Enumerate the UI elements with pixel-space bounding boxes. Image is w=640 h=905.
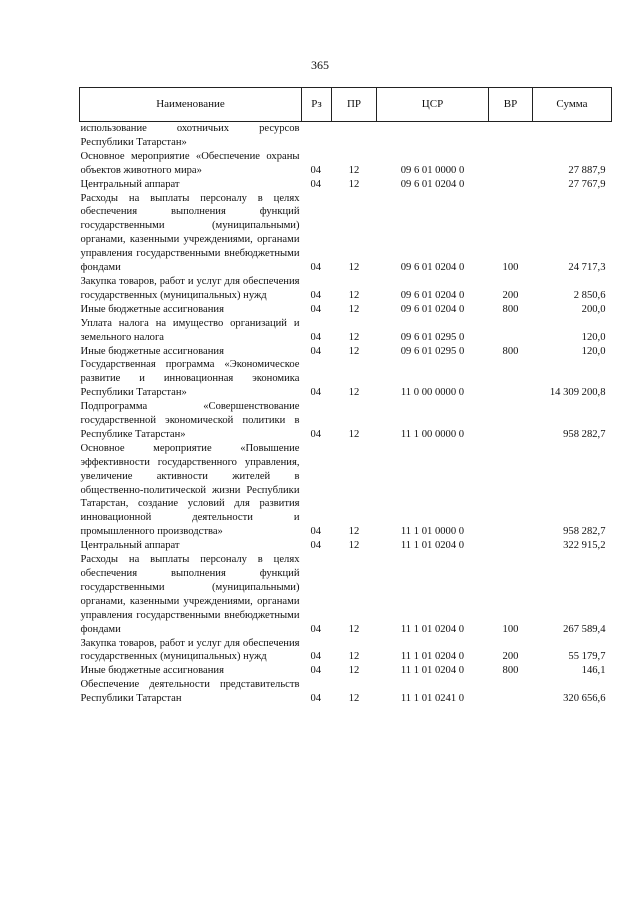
header-vr: ВР (489, 88, 533, 122)
cell-csr: 11 1 01 0204 0 (400, 540, 465, 552)
cell-vr (489, 539, 533, 553)
cell-pr: 12 (348, 178, 360, 190)
cell-vr (489, 317, 533, 345)
cell-name: Центральный аппарат (80, 178, 180, 190)
cell-sum: 958 282,7 (563, 428, 606, 440)
table-row (80, 358, 612, 400)
cell-sum: 55 179,7 (568, 651, 606, 663)
cell-rz: 04 (310, 289, 322, 301)
cell-csr: 09 6 01 0295 0 (400, 345, 465, 357)
table-row (80, 178, 612, 192)
table-row (80, 678, 612, 706)
cell-sum: 200,0 (581, 303, 606, 315)
cell-sum: 27 887,9 (568, 164, 606, 176)
cell-rz: 04 (310, 303, 322, 315)
table-row (80, 539, 612, 553)
table-row (80, 192, 612, 275)
cell-vr (489, 122, 533, 150)
cell-name: Обеспечение деятельности представительств Республики Татарстан (80, 679, 300, 705)
table-row (80, 122, 612, 150)
table-row (80, 637, 612, 665)
cell-rz: 04 (310, 526, 322, 538)
cell-name: Иные бюджетные ассигнования (80, 345, 224, 357)
cell-csr: 11 1 00 0000 0 (400, 428, 465, 440)
cell-vr (489, 358, 533, 400)
cell-csr: 09 6 01 0204 0 (400, 178, 465, 190)
cell-pr: 12 (348, 540, 360, 552)
cell-sum (533, 122, 612, 150)
table-row (80, 317, 612, 345)
cell-rz: 04 (310, 665, 322, 677)
table-row (80, 553, 612, 636)
page-number: 365 (311, 58, 329, 72)
cell-csr: 11 1 01 0241 0 (400, 693, 465, 705)
cell-rz: 04 (310, 345, 322, 357)
cell-rz (302, 122, 332, 150)
cell-name: Закупка товаров, работ и услуг для обеспечения государственных (муниципальных) нужд (80, 275, 300, 301)
cell-sum: 958 282,7 (563, 526, 606, 538)
cell-sum: 267 589,4 (563, 623, 606, 635)
cell-pr: 12 (348, 651, 360, 663)
cell-vr: 200 (502, 289, 519, 301)
cell-pr: 12 (348, 345, 360, 357)
cell-pr: 12 (348, 164, 360, 176)
cell-csr: 09 6 01 0204 0 (400, 289, 465, 301)
cell-sum: 24 717,3 (568, 262, 606, 274)
cell-rz: 04 (310, 651, 322, 663)
cell-pr (332, 122, 377, 150)
cell-pr: 12 (348, 331, 360, 343)
cell-name: Основное мероприятие «Обеспечение охраны объектов животного мира» (80, 150, 300, 176)
cell-vr: 800 (502, 303, 519, 315)
cell-vr: 800 (502, 665, 519, 677)
cell-name: Иные бюджетные ассигнования (80, 665, 224, 677)
cell-csr (377, 122, 489, 150)
cell-vr: 100 (502, 262, 519, 274)
cell-sum: 120,0 (581, 331, 606, 343)
table-row (80, 664, 612, 678)
cell-name: Расходы на выплаты персоналу в целях обеспечения выполнения функций государственными (муниципальными) органами, казенными учреждениями, органами управления государственными внебюджетными фондами (80, 554, 300, 635)
cell-rz: 04 (310, 164, 322, 176)
cell-rz: 04 (310, 693, 322, 705)
cell-vr: 800 (502, 345, 519, 357)
cell-csr: 11 1 01 0204 0 (400, 623, 465, 635)
cell-rz: 04 (310, 178, 322, 190)
cell-vr: 100 (502, 623, 519, 635)
cell-pr: 12 (348, 387, 360, 399)
cell-name: Уплата налога на имущество организаций и земельного налога (80, 317, 300, 343)
cell-pr: 12 (348, 262, 360, 274)
cell-sum: 320 656,6 (563, 693, 606, 705)
table-row (80, 442, 612, 539)
table-header (80, 88, 612, 122)
cell-csr: 09 6 01 0000 0 (400, 164, 465, 176)
cell-rz: 04 (310, 262, 322, 274)
cell-name: Расходы на выплаты персоналу в целях обеспечения выполнения функций государственными (муниципальными) органами, казенными учреждениями, органами управления государственными внебюджетными фондами (80, 192, 300, 274)
cell-pr: 12 (348, 289, 360, 301)
cell-csr: 11 1 01 0204 0 (400, 665, 465, 677)
header-sum: Сумма (533, 88, 612, 122)
cell-sum: 120,0 (581, 345, 606, 357)
cell-name: Основное мероприятие «Повышение эффективности государственного управления, увеличение активности жителей в общественно-политической жизни Республики Татарстан, создание условий для развития инновационной деятельности и промышленного производства» (80, 442, 300, 538)
cell-vr (489, 442, 533, 539)
table-row (80, 150, 612, 178)
cell-pr: 12 (348, 526, 360, 538)
cell-name: использование охотничьих ресурсов Республики Татарстан» (80, 123, 300, 148)
cell-csr: 11 1 01 0000 0 (400, 526, 465, 538)
cell-pr: 12 (348, 693, 360, 705)
cell-sum: 14 309 200,8 (549, 387, 606, 399)
cell-vr (489, 678, 533, 706)
table-body (80, 122, 612, 707)
cell-csr: 11 0 00 0000 0 (400, 387, 465, 399)
cell-name: Государственная программа «Экономическое развитие и инновационная экономика Республики Татарстан» (80, 359, 300, 399)
cell-rz: 04 (310, 387, 322, 399)
table-row (80, 303, 612, 317)
table-row (80, 400, 612, 442)
cell-vr (489, 400, 533, 442)
cell-name: Закупка товаров, работ и услуг для обеспечения государственных (муниципальных) нужд (80, 637, 300, 663)
cell-csr: 09 6 01 0204 0 (400, 262, 465, 274)
cell-vr (489, 178, 533, 192)
header-pr: ПР (332, 88, 377, 122)
cell-csr: 09 6 01 0295 0 (400, 331, 465, 343)
cell-sum: 322 915,2 (563, 540, 606, 552)
cell-name: Центральный аппарат (80, 540, 180, 552)
cell-sum: 146,1 (581, 665, 606, 677)
table-row (80, 345, 612, 359)
cell-csr: 09 6 01 0204 0 (400, 303, 465, 315)
cell-name: Иные бюджетные ассигнования (80, 303, 224, 315)
cell-rz: 04 (310, 331, 322, 343)
header-name: Наименование (80, 88, 302, 122)
cell-rz: 04 (310, 623, 322, 635)
cell-sum: 2 850,6 (573, 289, 606, 301)
table-row (80, 275, 612, 303)
cell-vr (489, 150, 533, 178)
cell-rz: 04 (310, 428, 322, 440)
header-rz: Рз (302, 88, 332, 122)
cell-vr: 200 (502, 651, 519, 663)
cell-pr: 12 (348, 665, 360, 677)
cell-pr: 12 (348, 428, 360, 440)
cell-pr: 12 (348, 303, 360, 315)
cell-csr: 11 1 01 0204 0 (400, 651, 465, 663)
cell-pr: 12 (348, 623, 360, 635)
budget-table (79, 87, 612, 706)
cell-name: Подпрограмма «Совершенствование государственной экономической политики в Республике Татарстан» (80, 401, 300, 440)
cell-sum: 27 767,9 (568, 178, 606, 190)
header-csr: ЦСР (377, 88, 489, 122)
cell-rz: 04 (310, 540, 322, 552)
